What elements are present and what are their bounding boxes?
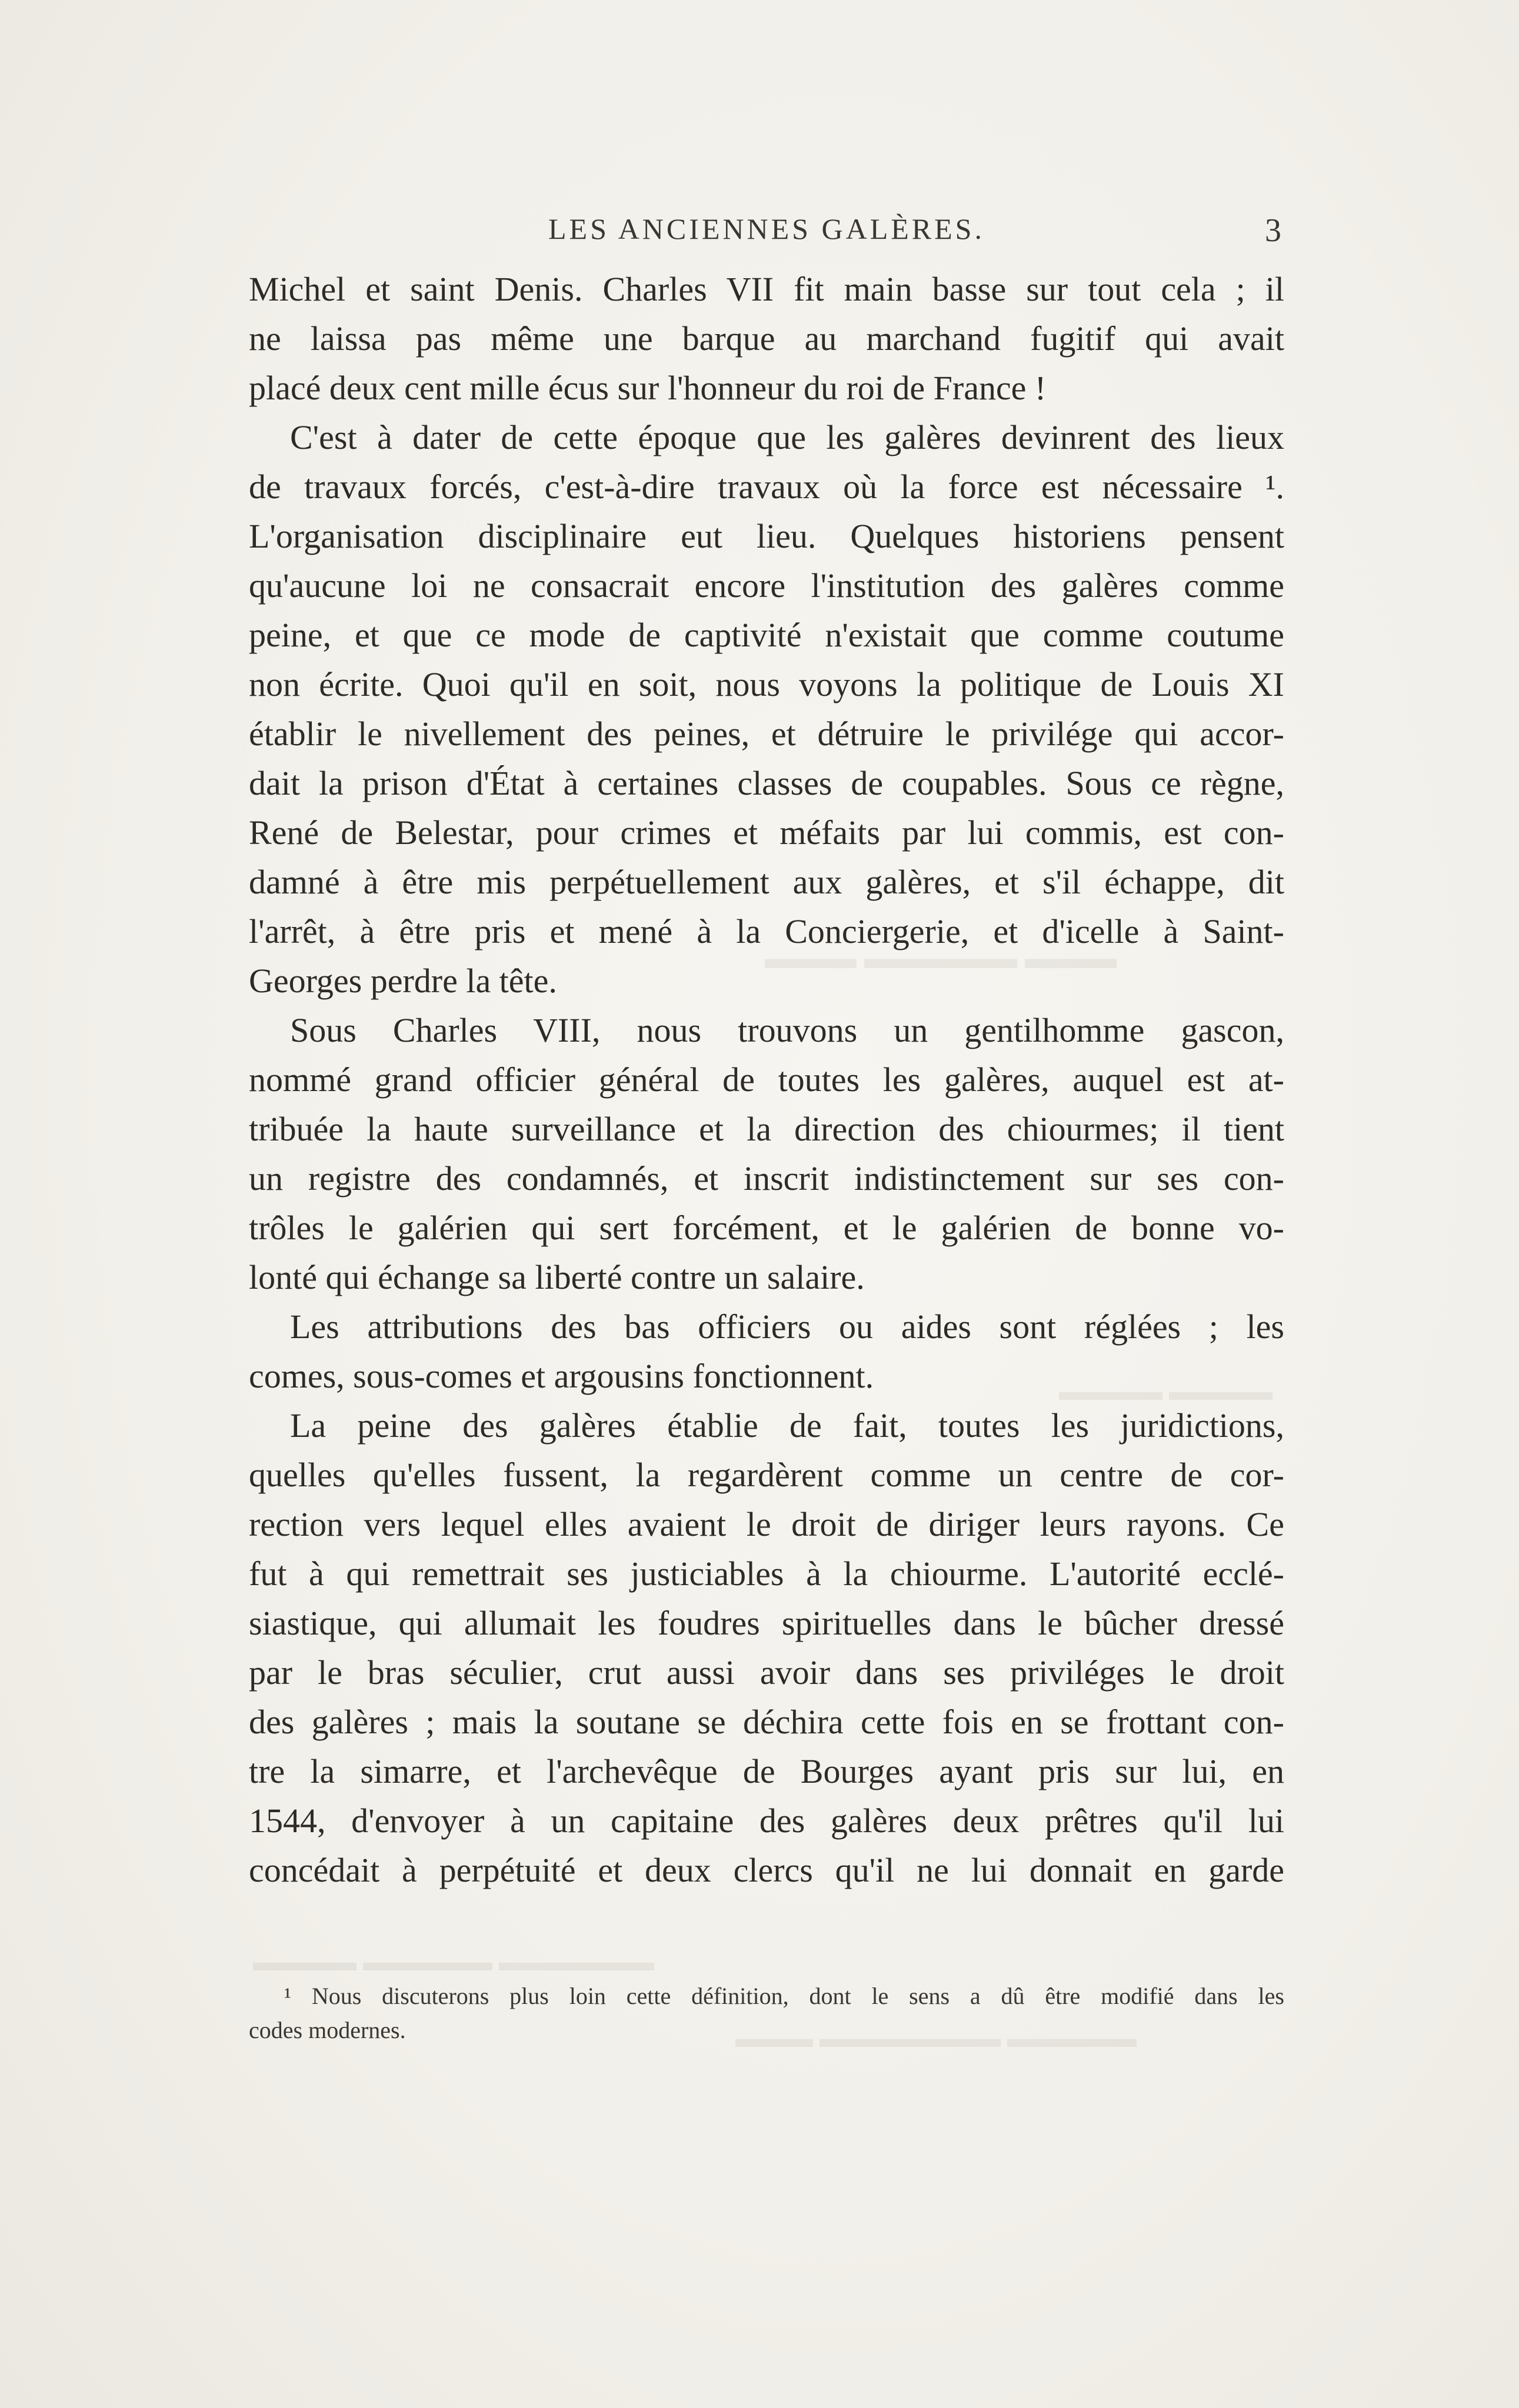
footnote-line: ¹ Nous discuterons plus loin cette définition, dont le sens a dû être modifié dans les: [284, 1983, 1284, 2009]
text-line: Georges perdre la tête.: [249, 962, 557, 1000]
text-line: comes, sous-comes et argousins fonctionnent.: [249, 1357, 874, 1395]
text-line: par le bras séculier, crut aussi avoir dans ses priviléges le droit: [249, 1653, 1284, 1692]
body-text: [249, 265, 1284, 1895]
text-line: trôles le galérien qui sert forcément, et le galérien de bonne vo-: [249, 1209, 1284, 1247]
page-number: 3: [1265, 212, 1284, 249]
text-line: siastique, qui allumait les foudres spirituelles dans le bûcher dressé: [249, 1604, 1284, 1642]
text-line: peine, et que ce mode de captivité n'existait que comme coutume: [249, 616, 1284, 654]
text-line: quelles qu'elles fussent, la regardèrent comme un centre de cor-: [249, 1456, 1284, 1494]
text-line: nommé grand officier général de toutes les galères, auquel est at-: [249, 1060, 1284, 1099]
running-title: LES ANCIENNES GALÈRES.: [548, 212, 985, 245]
text-line: Sous Charles VIII, nous trouvons un gentilhomme gascon,: [290, 1011, 1284, 1049]
text-line: lonté qui échange sa liberté contre un salaire.: [249, 1258, 865, 1296]
text-line: Les attributions des bas officiers ou aides sont réglées ; les: [290, 1308, 1284, 1346]
text-line: l'arrêt, à être pris et mené à la Conciergerie, et d'icelle à Saint-: [249, 912, 1284, 950]
text-line: C'est à dater de cette époque que les galères devinrent des lieux: [290, 418, 1284, 456]
text-line: dait la prison d'État à certaines classes de coupables. Sous ce règne,: [249, 764, 1284, 802]
text-line: L'organisation disciplinaire eut lieu. Quelques historiens pensent: [249, 517, 1284, 555]
text-line: ne laissa pas même une barque au marchand fugitif qui avait: [249, 319, 1284, 358]
bleed-through-text: ▬▬▬▬▬ ▬▬▬▬▬▬▬ ▬▬▬: [735, 2024, 1137, 2053]
text-line: Michel et saint Denis. Charles VII fit main basse sur tout cela ; il: [249, 270, 1284, 308]
text-line: tribuée la haute surveillance et la direction des chiourmes; il tient: [249, 1110, 1284, 1148]
footnote-line: codes modernes.: [249, 2017, 406, 2043]
text-line: damné à être mis perpétuellement aux galères, et s'il échappe, dit: [249, 863, 1284, 901]
text-line: des galères ; mais la soutane se déchira cette fois en se frottant con-: [249, 1703, 1284, 1741]
text-line: placé deux cent mille écus sur l'honneur du roi de France !: [249, 369, 1047, 407]
text-line: rection vers lequel elles avaient le droit de diriger leurs rayons. Ce: [249, 1505, 1284, 1543]
text-line: concédait à perpétuité et deux clercs qu'il ne lui donnait en garde: [249, 1851, 1284, 1889]
text-line: non écrite. Quoi qu'il en soit, nous voyons la politique de Louis XI: [249, 665, 1284, 703]
text-line: tre la simarre, et l'archevêque de Bourges ayant pris sur lui, en: [249, 1752, 1284, 1790]
bleed-through-text: ▬▬▬▬ ▬▬▬▬: [1059, 1377, 1273, 1406]
text-line: fut à qui remettrait ses justiciables à la chiourme. L'autorité ecclé-: [249, 1555, 1284, 1593]
bleed-through-text: ▬▬▬▬▬▬ ▬▬▬▬▬ ▬▬▬▬: [253, 1947, 654, 1976]
text-line: René de Belestar, pour crimes et méfaits par lui commis, est con-: [249, 813, 1284, 852]
bleed-through-text: ▬▬▬ ▬▬▬▬▬ ▬▬▬: [765, 942, 1117, 975]
running-head: [249, 212, 1284, 253]
footnote: [249, 1979, 1284, 2047]
text-line: 1544, d'envoyer à un capitaine des galères deux prêtres qu'il lui: [249, 1802, 1284, 1840]
text-line: qu'aucune loi ne consacrait encore l'institution des galères comme: [249, 566, 1284, 605]
text-line: de travaux forcés, c'est-à-dire travaux où la force est nécessaire ¹.: [249, 468, 1284, 506]
text-line: établir le nivellement des peines, et détruire le privilége qui accor-: [249, 715, 1284, 753]
text-line: La peine des galères établie de fait, toutes les juridictions,: [290, 1406, 1284, 1445]
text-line: un registre des condamnés, et inscrit indistinctement sur ses con-: [249, 1159, 1284, 1198]
